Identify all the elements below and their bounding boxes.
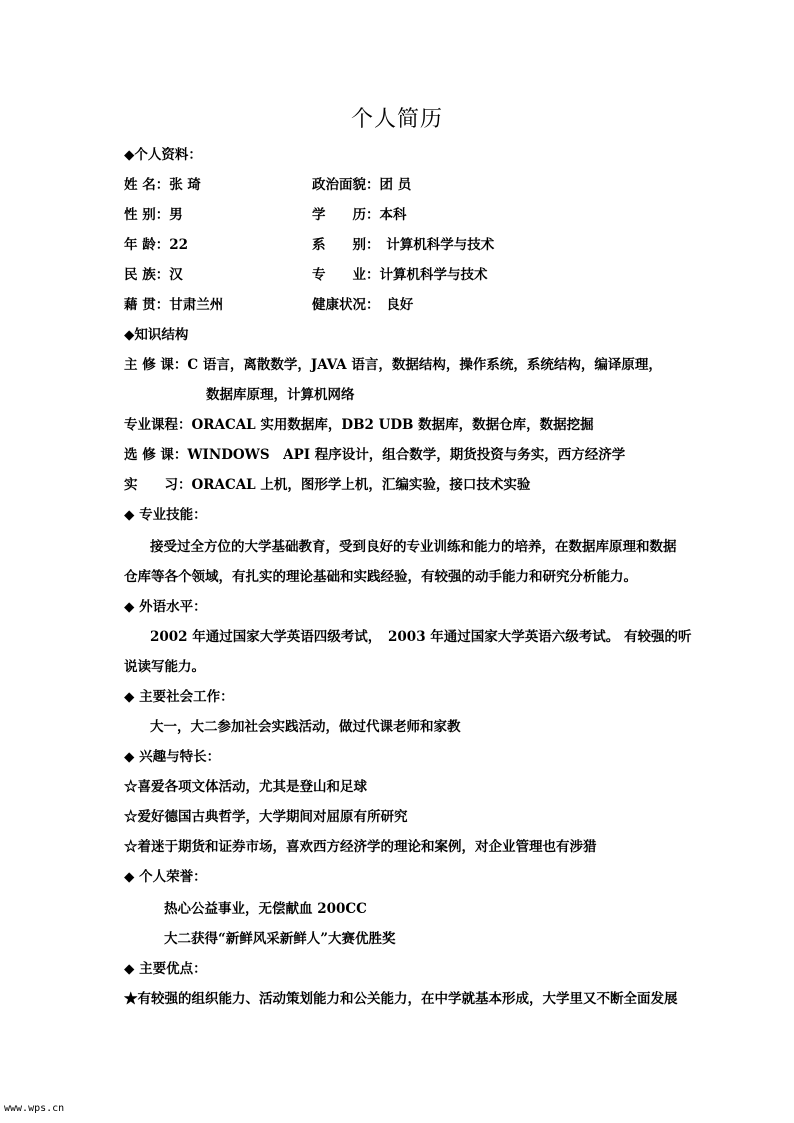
interest-item: ☆着迷于期货和证券市场，喜欢西方经济学的理论和案例，对企业管理也有涉猎 — [124, 839, 597, 855]
main-courses-line-2: 数据库原理，计算机网络 — [206, 387, 355, 403]
skills-text-line-2: 仓库等各个领域，有扎实的理论基础和实践经验，有较强的动手能力和研究分析能力。 — [124, 569, 637, 585]
section-heading-personal: ◆个人资料： — [124, 147, 202, 163]
interest-item: ☆爱好德国古典哲学，大学期间对屈原有所研究 — [124, 809, 408, 825]
page-title: 个人简历 — [350, 107, 443, 132]
field-education: 学 历：本科 — [312, 207, 407, 223]
field-origin: 藉 贯：甘肃兰州 — [124, 297, 224, 313]
language-text-line-2: 说读写能力。 — [124, 659, 205, 675]
field-political: 政治面貌：团 员 — [312, 177, 412, 193]
section-heading-honors: ◆ 个人荣誉： — [124, 869, 207, 885]
section-heading-skills: ◆ 专业技能： — [124, 507, 207, 523]
social-text: 大一，大二参加社会实践活动，做过代课老师和家教 — [150, 719, 461, 735]
main-courses-line-1: 主 修 课：C 语言，离散数学，JAVA 语言，数据结构，操作系统，系统结构，编译原理， — [124, 357, 662, 373]
section-heading-social: ◆ 主要社会工作： — [124, 689, 234, 705]
elective-courses: 选 修 课：WINDOWS API 程序设计，组合数学，期货投资与务实，西方经济学 — [124, 447, 626, 463]
language-text-line-1: 2002 年通过国家大学英语四级考试， 2003 年通过国家大学英语六级考试。 有较强的听 — [150, 629, 692, 645]
strength-item: ★有较强的组织能力、活动策划能力和公关能力，在中学就基本形成，大学里又不断全面发展 — [124, 991, 678, 1007]
internship: 实 习：ORACAL 上机，图形学上机，汇编实验，接口技术实验 — [124, 477, 531, 493]
field-age: 年 龄：22 — [124, 237, 188, 253]
field-gender: 性 别：男 — [124, 207, 183, 223]
field-department: 系 别： 计算机科学与技术 — [312, 237, 495, 253]
field-name: 姓 名：张 琦 — [124, 177, 201, 193]
honor-item: 热心公益事业，无偿献血 200CC — [164, 901, 367, 917]
skills-text-line-1: 接受过全方位的大学基础教育，受到良好的专业训练和能力的培养，在数据库原理和数据 — [150, 539, 677, 555]
field-health: 健康状况： 良好 — [312, 297, 414, 313]
section-heading-strengths: ◆ 主要优点： — [124, 961, 207, 977]
field-ethnicity: 民 族：汉 — [124, 267, 183, 283]
section-heading-knowledge: ◆知识结构 — [124, 327, 189, 343]
field-major: 专 业：计算机科学与技术 — [312, 267, 488, 283]
footer-url: www.wps.cn — [4, 1103, 65, 1114]
interest-item: ☆喜爱各项文体活动，尤其是登山和足球 — [124, 779, 367, 795]
section-heading-interests: ◆ 兴趣与特长： — [124, 749, 221, 765]
honor-item: 大二获得“新鲜风采新鲜人”大赛优胜奖 — [164, 931, 396, 947]
professional-courses: 专业课程：ORACAL 实用数据库，DB2 UDB 数据库，数据仓库，数据挖掘 — [124, 417, 594, 433]
section-heading-language: ◆ 外语水平： — [124, 599, 207, 615]
